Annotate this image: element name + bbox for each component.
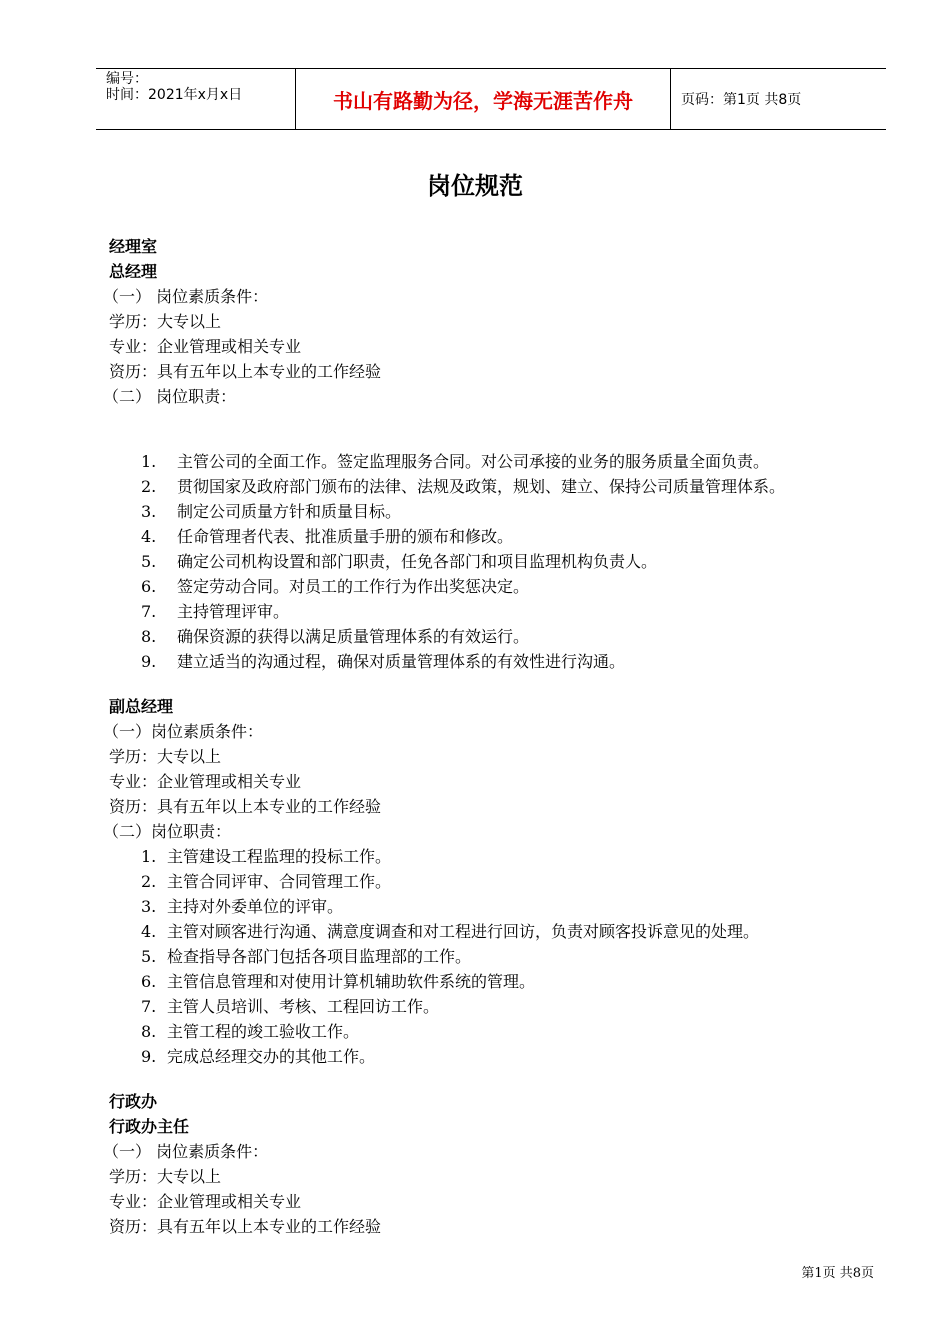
duty-item — [109, 944, 899, 969]
duty-number: 9. — [141, 1047, 157, 1066]
duty-item — [109, 649, 899, 674]
duty-item — [109, 524, 899, 549]
duty-item — [109, 624, 899, 649]
duty-number: 8. — [141, 627, 157, 646]
duty-item — [109, 599, 899, 624]
duty-number: 1. — [141, 452, 157, 471]
duty-text: 主管对顾客进行沟通、满意度调查和对工程进行回访，负责对顾客投诉意见的处理。 — [167, 922, 760, 941]
header-motto: 书山有路勤为径，学海无涯苦作舟 — [296, 69, 671, 129]
duty-number: 5. — [141, 947, 157, 966]
duties-list — [109, 449, 899, 674]
duty-item — [109, 969, 899, 994]
duties-heading: （二）岗位职责： — [103, 822, 232, 841]
duty-number: 9. — [141, 652, 157, 671]
duty-text: 确保资源的获得以满足质量管理体系的有效运行。 — [177, 627, 530, 646]
duty-item — [109, 869, 899, 894]
duty-number: 7. — [141, 602, 157, 621]
duty-text: 主管合同评审、合同管理工作。 — [167, 872, 392, 891]
experience-line: 资历：具有五年以上本专业的工作经验 — [109, 797, 382, 816]
duty-number: 6. — [141, 972, 157, 991]
duty-number: 1. — [141, 847, 157, 866]
duty-text: 确定公司机构设置和部门职责，任免各部门和项目监理机构负责人。 — [177, 552, 658, 571]
duties-heading: （二） 岗位职责： — [103, 387, 237, 406]
duty-number: 8. — [141, 1022, 157, 1041]
qualification-heading: （一） 岗位素质条件： — [103, 1142, 269, 1161]
duty-item — [109, 1044, 899, 1069]
role-heading: 副总经理 — [109, 697, 174, 716]
duty-text: 检查指导各部门包括各项目监理部的工作。 — [167, 947, 472, 966]
role-heading: 行政办主任 — [109, 1117, 190, 1136]
duty-item — [109, 919, 899, 944]
duty-item — [109, 844, 899, 869]
education-line: 学历：大专以上 — [109, 747, 222, 766]
duty-item — [109, 1019, 899, 1044]
duty-item — [109, 894, 899, 919]
duty-item — [109, 499, 899, 524]
section-heading: 行政办 — [109, 1092, 158, 1111]
page-header — [96, 68, 886, 130]
section-heading: 经理室 — [109, 237, 158, 256]
duty-number: 6. — [141, 577, 157, 596]
doc-number-label: 编号： — [106, 71, 148, 87]
header-meta — [96, 69, 296, 129]
qualification-heading: （一）岗位素质条件： — [103, 722, 264, 741]
duty-text: 主管建设工程监理的投标工作。 — [167, 847, 392, 866]
major-line: 专业：企业管理或相关专业 — [109, 772, 302, 791]
duty-item — [109, 449, 899, 474]
duty-number: 5. — [141, 552, 157, 571]
duty-item — [109, 574, 899, 599]
major-line: 专业：企业管理或相关专业 — [109, 1192, 302, 1211]
document-title: 岗位规范 — [427, 172, 523, 200]
duty-number: 2. — [141, 872, 157, 891]
duty-text: 主持对外委单位的评审。 — [167, 897, 344, 916]
duty-text: 制定公司质量方针和质量目标。 — [177, 502, 402, 521]
document-body — [103, 234, 899, 1239]
duty-text: 主管公司的全面工作。签定监理服务合同。对公司承接的业务的服务质量全面负责。 — [177, 452, 770, 471]
time-label: 时间：2021年x月x日 — [106, 87, 243, 103]
duty-number: 2. — [141, 477, 157, 496]
duty-item — [109, 474, 899, 499]
duty-number: 4. — [141, 922, 157, 941]
duty-text: 任命管理者代表、批准质量手册的颁布和修改。 — [177, 527, 514, 546]
duty-text: 主管工程的竣工验收工作。 — [167, 1022, 360, 1041]
duty-item — [109, 549, 899, 574]
duty-text: 贯彻国家及政府部门颁布的法律、法规及政策，规划、建立、保持公司质量管理体系。 — [177, 477, 786, 496]
experience-line: 资历：具有五年以上本专业的工作经验 — [109, 1217, 382, 1236]
role-heading: 总经理 — [109, 262, 158, 281]
major-line: 专业：企业管理或相关专业 — [109, 337, 302, 356]
experience-line: 资历：具有五年以上本专业的工作经验 — [109, 362, 382, 381]
duty-number: 3. — [141, 897, 157, 916]
duty-number: 4. — [141, 527, 157, 546]
header-page-number: 页码：第1页 共8页 — [681, 92, 802, 108]
duties-list — [109, 844, 899, 1069]
duty-number: 7. — [141, 997, 157, 1016]
duty-text: 签定劳动合同。对员工的工作行为作出奖惩决定。 — [177, 577, 530, 596]
duty-text: 建立适当的沟通过程，确保对质量管理体系的有效性进行沟通。 — [177, 652, 626, 671]
education-line: 学历：大专以上 — [109, 1167, 222, 1186]
duty-text: 主管信息管理和对使用计算机辅助软件系统的管理。 — [167, 972, 536, 991]
duty-item — [109, 994, 899, 1019]
duty-text: 主管人员培训、考核、工程回访工作。 — [167, 997, 440, 1016]
duty-text: 主持管理评审。 — [177, 602, 290, 621]
duty-text: 完成总经理交办的其他工作。 — [167, 1047, 376, 1066]
qualification-heading: （一） 岗位素质条件： — [103, 287, 269, 306]
duty-number: 3. — [141, 502, 157, 521]
page-footer: 第1页 共8页 — [801, 1266, 874, 1281]
education-line: 学历：大专以上 — [109, 312, 222, 331]
